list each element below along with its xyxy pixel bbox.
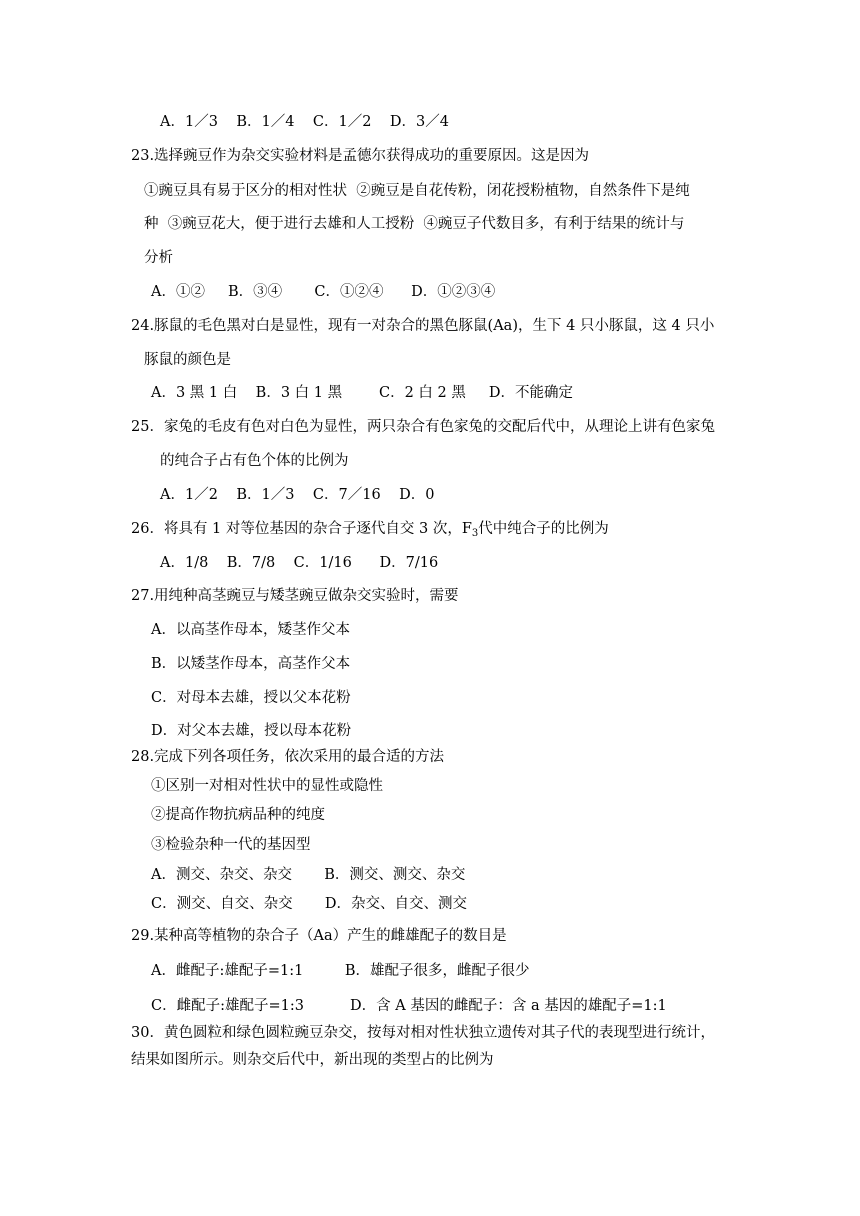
q27-option-c: C．对母本去雄，授以父本花粉 <box>151 690 351 706</box>
q27-option-b: B．以矮茎作母本，高茎作父本 <box>151 656 351 672</box>
q30-stem: 30．黄色圆粒和绿色圆粒豌豆杂交，按每对相对性状独立遗传对其子代的表现型进行统计， <box>131 1025 715 1041</box>
q26-stem: 26．将具有 1 对等位基因的杂合子逐代自交 3 次，$F_3$代中纯合子的比例为 <box>131 521 609 539</box>
q26-options: A．1/8 B．7/8 C．1/16 D．7/16 <box>160 555 439 571</box>
q28-options-ab: A．测交、杂交、杂交 B．测交、测交、杂交 <box>151 867 466 883</box>
q28-task-1: ①区别一对相对性状中的显性或隐性 <box>151 778 383 794</box>
q28-options-cd: C．测交、自交、杂交 D．杂交、自交、测交 <box>151 896 467 912</box>
q28-task-2: ②提高作物抗病品种的纯度 <box>151 807 325 823</box>
q24-options: A．3 黑 1 白 B．3 白 1 黑 C．2 白 2 黑 D．不能确定 <box>151 385 574 401</box>
q24-stem: 24.豚鼠的毛色黑对白是显性，现有一对杂合的黑色豚鼠(Aa)，生下 4 只小豚鼠，这 4 只小 <box>131 318 715 334</box>
q27-option-a: A．以高茎作母本，矮茎作父本 <box>151 622 350 638</box>
q25-stem: 25．家兔的毛皮有色对白色为显性，两只杂合有色家兔的交配后代中，从理论上讲有色家兔 <box>131 419 715 435</box>
q23-statement-line-1: ①豌豆具有易于区分的相对性状 ②豌豆是自花传粉，闭花授粉植物，自然条件下是纯 <box>144 183 690 199</box>
q29-options-cd: C．雌配子:雄配子=1:3 D．含 A 基因的雌配子：含 a 基因的雄配子=1:1 <box>151 998 667 1014</box>
q23-statement-line-3: 分析 <box>144 250 173 266</box>
q22-options: A．1／3 B．1／4 C．1／2 D．3／4 <box>160 114 449 130</box>
q23-statement-line-2: 种 ③豌豆花大，便于进行去雄和人工授粉 ④豌豆子代数目多，有利于结果的统计与 <box>144 216 685 232</box>
q23-stem: 23.选择豌豆作为杂交实验材料是孟德尔获得成功的重要原因。这是因为 <box>131 148 590 164</box>
q24-stem-cont: 豚鼠的颜色是 <box>144 352 231 368</box>
q23-options: A．①② B．③④ C．①②④ D．①②③④ <box>151 284 496 300</box>
q29-options-ab: A．雌配子:雄配子=1:1 B．雄配子很多，雌配子很少 <box>151 963 530 979</box>
q28-task-3: ③检验杂种一代的基因型 <box>151 837 311 853</box>
q25-stem-cont: 的纯合子占有色个体的比例为 <box>160 453 349 469</box>
q30-stem-cont: 结果如图所示。则杂交后代中，新出现的类型占的比例为 <box>131 1052 494 1068</box>
q27-stem: 27.用纯种高茎豌豆与矮茎豌豆做杂交实验时，需要 <box>131 588 459 604</box>
q29-stem: 29.某种高等植物的杂合子（Aa）产生的雌雄配子的数目是 <box>131 928 507 944</box>
q28-stem: 28.完成下列各项任务，依次采用的最合适的方法 <box>131 749 445 765</box>
q25-options: A．1／2 B．1／3 C．7／16 D．0 <box>160 487 435 503</box>
q27-option-d: D．对父本去雄，授以母本花粉 <box>151 723 352 739</box>
